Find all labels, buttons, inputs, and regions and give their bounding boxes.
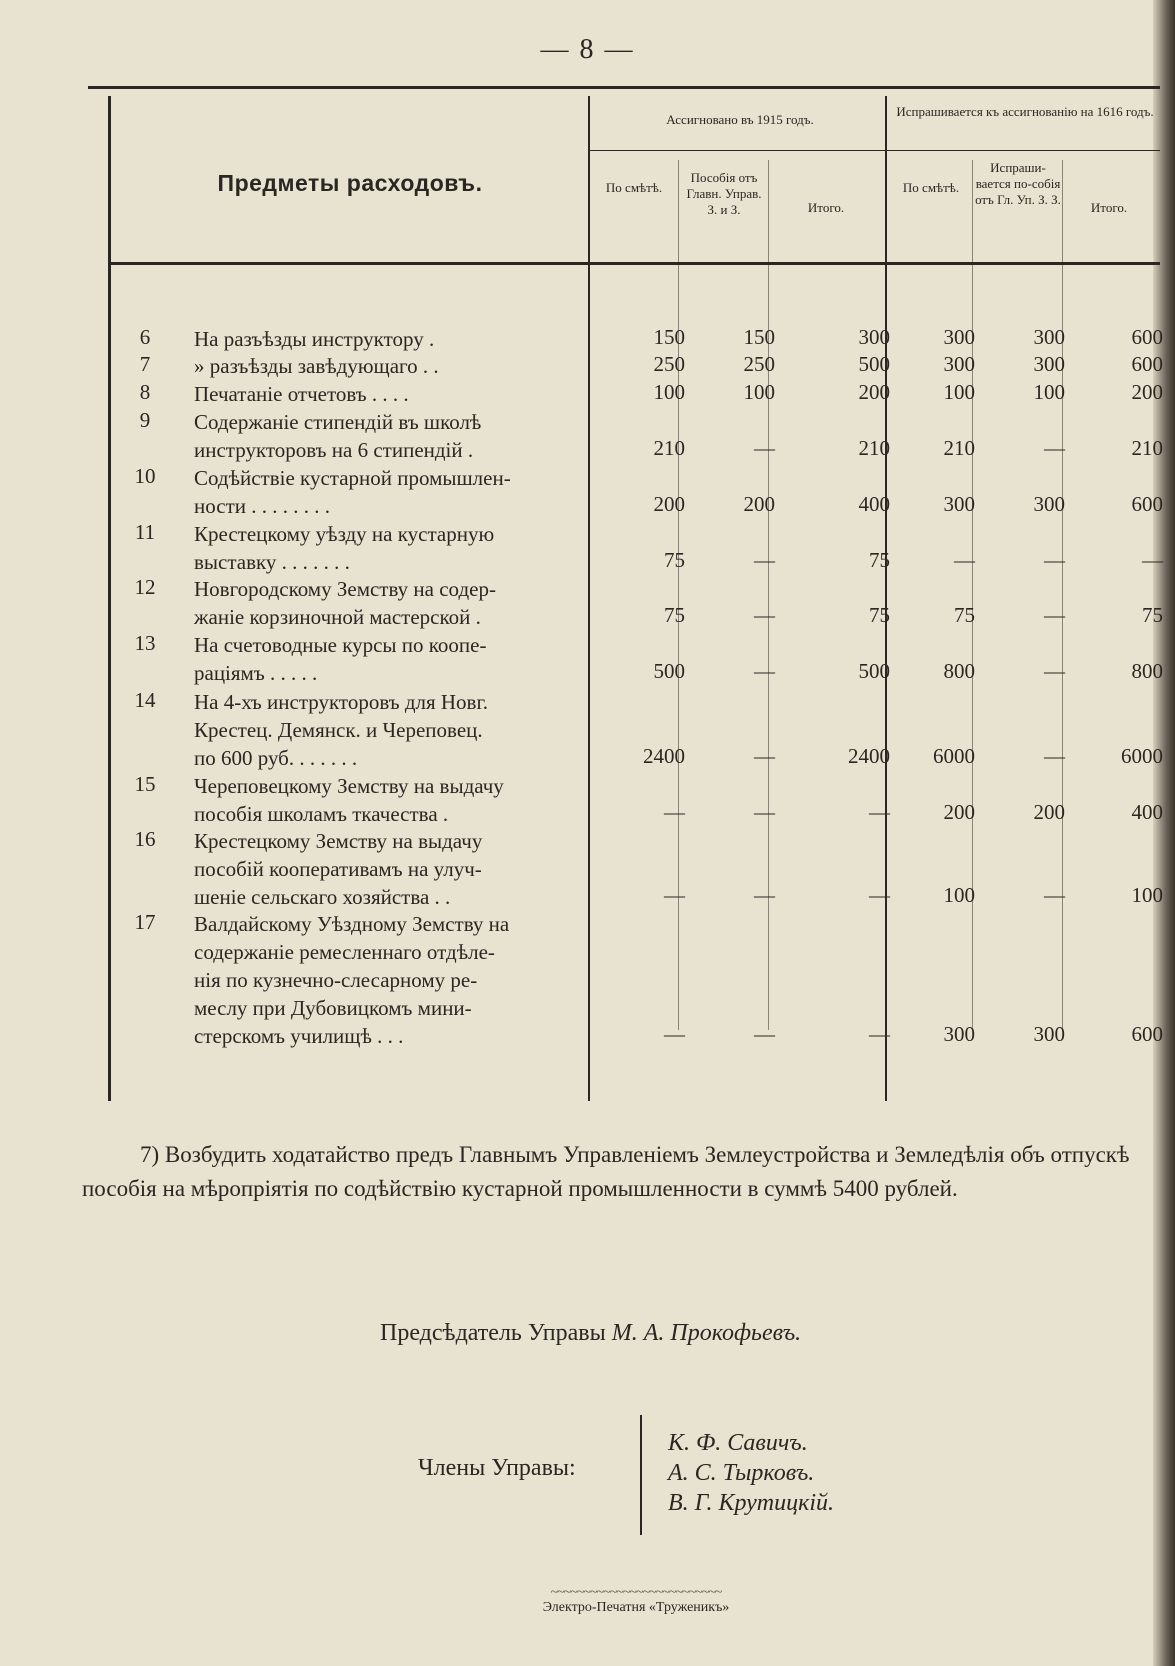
row-value: —	[754, 883, 775, 907]
description-line: Крестецкому Земству на выдачу	[194, 829, 483, 853]
printer-imprint: Электро-Печатня «Труженикъ»	[542, 1600, 730, 1615]
description-line: На 4-хъ инструкторовъ для Новг.	[194, 690, 488, 714]
row-value: 200	[743, 492, 775, 516]
row-value: —	[869, 800, 890, 824]
member-name: А. С. Тырковъ.	[668, 1460, 815, 1486]
member-name: К. Ф. Савичъ.	[668, 1430, 808, 1456]
row-value: —	[754, 744, 775, 768]
row-value: 500	[858, 352, 890, 376]
row-number: 11	[134, 520, 156, 544]
resolution-paragraph: 7) Возбудить ходатайство предъ Главнымъ Управленіемъ Землеустройства и Земледѣлія объ отпускѣ пособія на мѣропріятія по содѣйствію кустарной промышленности в суммѣ 5400 рублей.	[82, 1142, 1130, 1201]
description-line: На разъѣзды инструктору .	[194, 327, 435, 351]
row-value: 300	[1033, 325, 1065, 349]
row-number: 17	[134, 910, 156, 934]
row-value: 100	[743, 380, 775, 404]
row-value: 2400	[643, 744, 685, 768]
description-line: Крестецкому уѣзду на кустарную	[194, 522, 495, 546]
row-value: 200	[943, 800, 975, 824]
row-number: 10	[134, 464, 156, 488]
row-number: 13	[134, 631, 156, 655]
description-line: Содѣйствіе кустарной промышлен-	[194, 466, 511, 490]
row-value: 210	[1131, 436, 1163, 460]
chairman-title: Предсѣдатель Управы	[380, 1320, 606, 1346]
row-value: —	[664, 1022, 685, 1046]
row-number: 12	[134, 575, 156, 599]
row-value: 600	[1131, 325, 1163, 349]
header-g2-estimate: По смѣтѣ.	[902, 180, 960, 195]
description-line: На счетоводные курсы по коопе-	[194, 633, 487, 657]
row-value: 300	[943, 325, 975, 349]
description-line: по 600 руб. . . . . . .	[194, 746, 358, 770]
row-value: 150	[743, 325, 775, 349]
member-name: В. Г. Крутицкій.	[668, 1490, 835, 1516]
chairman-signature	[380, 1320, 801, 1347]
description-line: жаніе корзиночной мастерской .	[194, 605, 481, 629]
row-value: 600	[1131, 352, 1163, 376]
description-line: меслу при Дубовицкомъ мини-	[194, 996, 472, 1020]
row-value: 100	[943, 883, 975, 907]
row-value: —	[1044, 659, 1065, 683]
row-value: 75	[869, 548, 890, 572]
row-value: 210	[858, 436, 890, 460]
header-subject: Предметы расходовъ.	[217, 170, 483, 196]
chairman-name: М. А. Прокофьевъ.	[611, 1320, 802, 1346]
row-value: —	[1044, 883, 1065, 907]
row-value: 210	[943, 436, 975, 460]
row-value: 2400	[848, 744, 890, 768]
description-line: выставку . . . . . . .	[194, 550, 350, 574]
row-value: 500	[653, 659, 685, 683]
description-line: стерскомъ училищѣ . . .	[194, 1024, 404, 1048]
row-value: —	[754, 1022, 775, 1046]
row-value: 300	[858, 325, 890, 349]
row-value: 100	[943, 380, 975, 404]
description-line: пособій кооперативамъ на улуч-	[194, 857, 482, 881]
members-label: Члены Управы:	[418, 1455, 576, 1481]
row-value: 200	[1033, 800, 1065, 824]
row-number: 14	[134, 688, 156, 712]
page-number: — 8 —	[540, 34, 635, 65]
row-value: 6000	[1121, 744, 1163, 768]
description-line: раціямъ . . . . .	[194, 661, 318, 685]
description-line: Череповецкому Земству на выдачу	[194, 774, 504, 798]
description-line: нія по кузнечно-слесарному ре-	[194, 968, 478, 992]
group-divider	[885, 96, 887, 1101]
row-value: 200	[653, 492, 685, 516]
row-value: 250	[743, 352, 775, 376]
description-line: Валдайскому Уѣздному Земству на	[194, 912, 510, 936]
row-value: 300	[943, 352, 975, 376]
description-line: Печатаніе отчетовъ . . . .	[194, 382, 409, 406]
row-value: 75	[869, 603, 890, 627]
row-value: 100	[1131, 883, 1163, 907]
row-number: 7	[139, 352, 151, 376]
row-value: 300	[1033, 492, 1065, 516]
header-g2-grant: Испраши-вается по-собія отъ Гл. Уп. З. З.	[975, 160, 1061, 207]
description-line: Содержаніе стипендій въ школѣ	[194, 410, 482, 434]
row-number: 15	[134, 772, 156, 796]
row-value: 200	[1131, 380, 1163, 404]
description-line: Крестец. Демянск. и Череповец.	[194, 718, 483, 742]
row-number: 16	[134, 827, 156, 851]
header-g1-total: Итого.	[807, 200, 845, 215]
row-value: 200	[858, 380, 890, 404]
row-value: —	[954, 548, 975, 572]
row-value: 300	[1033, 352, 1065, 376]
row-value: 75	[954, 603, 975, 627]
row-value: 75	[664, 548, 685, 572]
row-value: —	[1142, 548, 1163, 572]
table-left-border	[108, 96, 111, 1101]
row-value: —	[754, 436, 775, 460]
description-line: Новгородскому Земству на содер-	[194, 577, 496, 601]
row-value: —	[1044, 603, 1065, 627]
row-number: 9	[139, 408, 151, 432]
header-g2-total: Итого.	[1090, 200, 1128, 215]
header-group-1916: Испрашивается къ ассигнованію на 1616 годъ.	[896, 104, 1154, 119]
row-value: —	[664, 800, 685, 824]
header-bottom-rule	[110, 262, 1160, 265]
members-bracket	[640, 1415, 650, 1535]
header-g1-grant: Пособія отъ Главн. Управ. З. и З.	[686, 170, 762, 217]
row-value: 400	[858, 492, 890, 516]
row-value: 600	[1131, 1022, 1163, 1046]
row-value: 300	[1033, 1022, 1065, 1046]
row-value: —	[869, 883, 890, 907]
row-value: 250	[653, 352, 685, 376]
row-value: 600	[1131, 492, 1163, 516]
row-value: 500	[858, 659, 890, 683]
row-value: 75	[664, 603, 685, 627]
row-value: —	[869, 1022, 890, 1046]
row-value: 100	[653, 380, 685, 404]
row-value: 6000	[933, 744, 975, 768]
description-line: ности . . . . . . . .	[194, 494, 330, 518]
row-value: 300	[943, 492, 975, 516]
row-value: 800	[1131, 659, 1163, 683]
header-group-1915: Ассигновано въ 1915 годъ.	[666, 112, 814, 127]
description-line: содержаніе ремесленнаго отдѣле-	[194, 940, 495, 964]
row-value: —	[754, 659, 775, 683]
row-value: —	[754, 548, 775, 572]
table-top-rule	[88, 86, 1160, 89]
row-value: 210	[653, 436, 685, 460]
row-value: —	[1044, 744, 1065, 768]
row-value: —	[664, 883, 685, 907]
row-value: 800	[943, 659, 975, 683]
row-number: 6	[139, 325, 151, 349]
row-value: 300	[943, 1022, 975, 1046]
description-line: пособія школамъ ткачества .	[194, 802, 449, 826]
row-value: 75	[1142, 603, 1163, 627]
ornamental-rule: ~~~~~~~~~~~~~~~~~~~~~~~~~~	[550, 1585, 722, 1600]
group-header-rule	[590, 150, 1160, 151]
row-value: 400	[1131, 800, 1163, 824]
row-number: 8	[139, 380, 151, 404]
description-line: инструкторовъ на 6 стипендій .	[194, 438, 474, 462]
row-value: —	[754, 800, 775, 824]
row-value: 150	[653, 325, 685, 349]
header-g1-estimate: По смѣтѣ.	[605, 180, 663, 195]
book-spine	[1153, 0, 1175, 1666]
row-value: —	[754, 603, 775, 627]
row-value: —	[1044, 548, 1065, 572]
description-line: шеніе сельскаго хозяйства . .	[194, 885, 451, 909]
row-value: 100	[1033, 380, 1065, 404]
row-value: —	[1044, 436, 1065, 460]
description-line: » разъѣзды завѣдующаго . .	[194, 354, 439, 378]
